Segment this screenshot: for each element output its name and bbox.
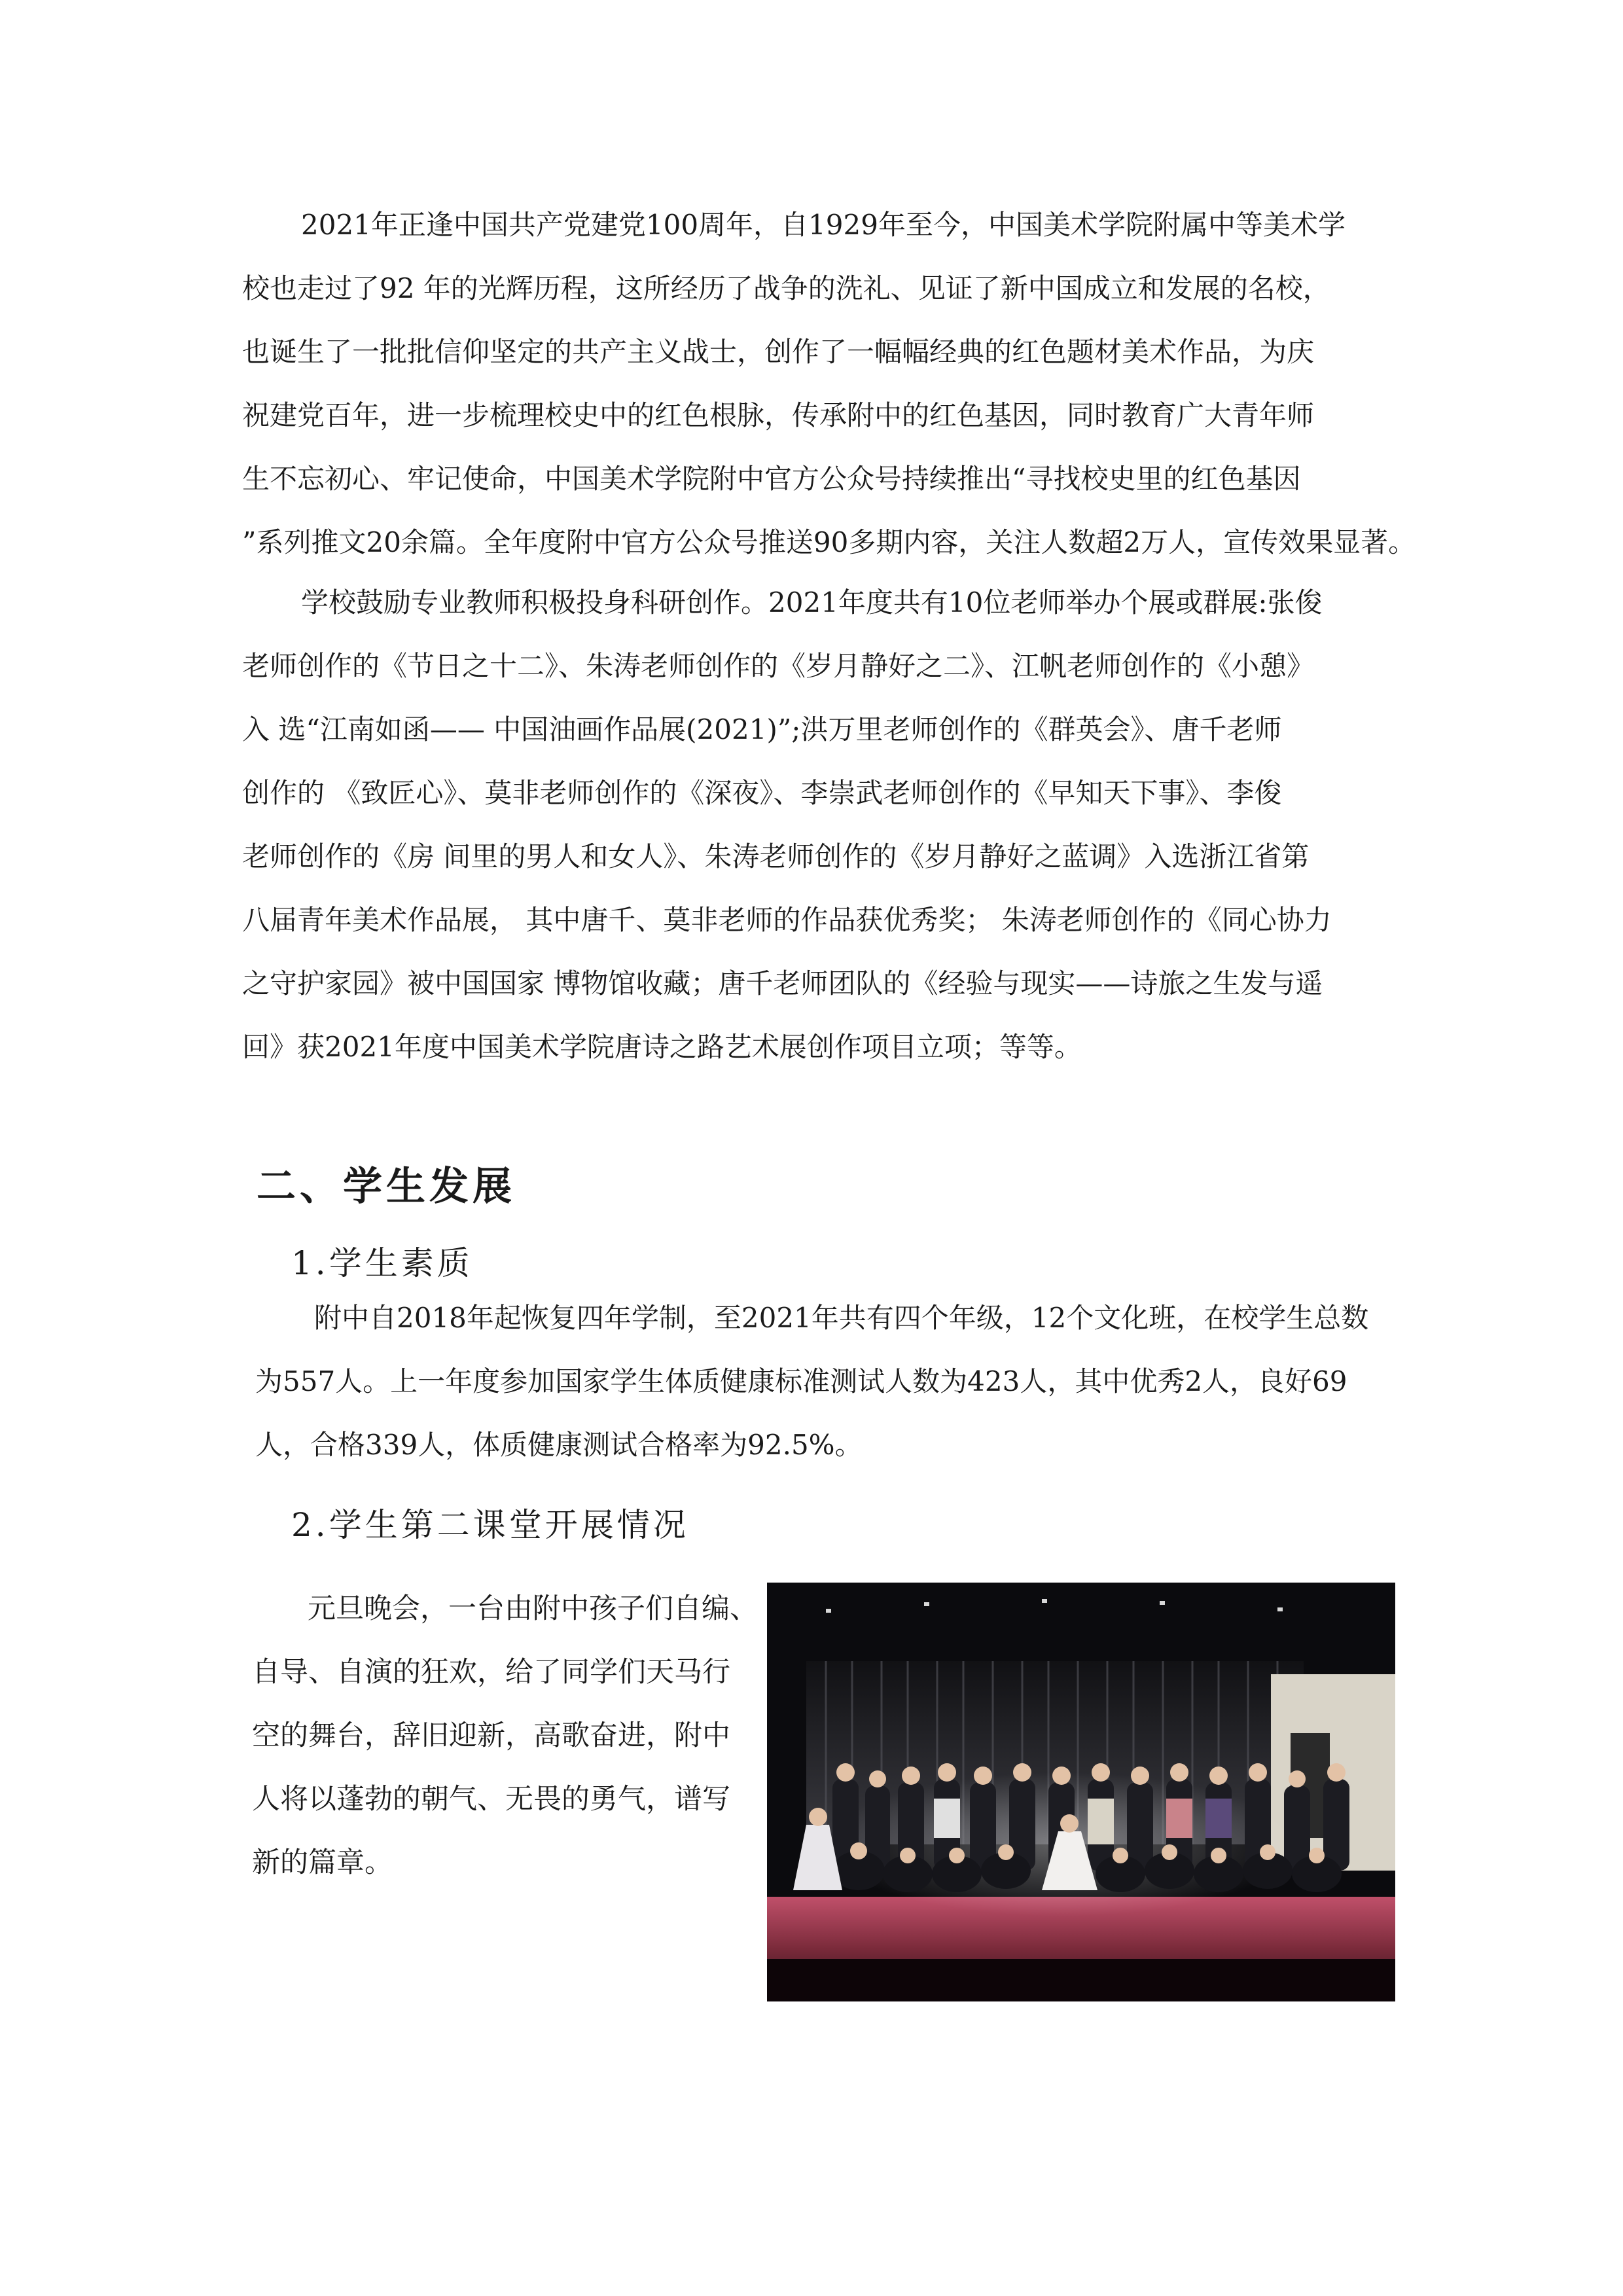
paragraph-party-centenary (242, 193, 1416, 574)
text-line: 自导、自演的狂欢，给了同学们天马行 (252, 1656, 730, 1689)
new-year-gala-photo (767, 1583, 1395, 2001)
text-line: 创作的 《致匠心》、莫非老师创作的《深夜》、李崇武老师创作的《早知天下事》、李俊 (242, 777, 1282, 809)
text-line: 元旦晚会，一台由附中孩子们自编、 (308, 1592, 758, 1625)
text-line: 学校鼓励专业教师积极投身科研创作。2021年度共有10位老师举办个展或群展:张俊 (301, 586, 1323, 619)
subsection-heading-student-quality: 1.学生素质 (291, 1244, 473, 1282)
text-line: 老师创作的《节日之十二》、朱涛老师创作的《岁月静好之二》、江帆老师创作的《小憩》 (242, 650, 1315, 682)
text-line: 附中自2018年起恢复四年学制，至2021年共有四个年级，12个文化班，在校学生总数 (314, 1302, 1369, 1334)
paragraph-teacher-research (242, 571, 1400, 1079)
text-line: 校也走过了92 年的光辉历程，这所经历了战争的洗礼、见证了新中国成立和发展的名校， (242, 272, 1330, 304)
text-line: 空的舞台，辞旧迎新，高歌奋进，附中 (252, 1719, 730, 1752)
section-heading-student-development: 二、学生发展 (257, 1164, 516, 1210)
text-line: 祝建党百年，进一步梳理校史中的红色根脉，传承附中的红色基因，同时教育广大青年师 (242, 399, 1315, 431)
subsection-heading-second-classroom: 2.学生第二课堂开展情况 (291, 1506, 689, 1544)
text-line: 人，合格339人，体质健康测试合格率为92.5%。 (255, 1429, 863, 1461)
text-line: 八届青年美术作品展， 其中唐千、莫非老师的作品获优秀奖； 朱涛老师创作的《同心协力 (242, 904, 1332, 936)
paragraph-new-year-gala (252, 1577, 762, 1895)
text-line: 也诞生了一批批信仰坚定的共产主义战士，创作了一幅幅经典的红色题材美术作品，为庆 (242, 336, 1315, 368)
stage-photo-illustration (767, 1583, 1395, 2001)
text-line: 回》获2021年度中国美术学院唐诗之路艺术展创作项目立项；等等。 (242, 1031, 1082, 1063)
text-line: 入 选“江南如函—— 中国油画作品展(2021)”;洪万里老师创作的《群英会》、唐千老师 (242, 713, 1282, 745)
text-line: 2021年正逢中国共产党建党100周年，自1929年至今，中国美术学院附属中等美术学 (301, 209, 1346, 241)
text-line: 为557人。上一年度参加国家学生体质健康标准测试人数为423人，其中优秀2人，良好69 (255, 1365, 1347, 1397)
text-line: ”系列推文20余篇。全年度附中官方公众号推送90多期内容，关注人数超2万人，宣传效果显著。 (242, 526, 1416, 558)
paragraph-student-quality (255, 1286, 1397, 1477)
text-line: 新的篇章。 (252, 1846, 393, 1879)
text-line: 老师创作的《房 间里的男人和女人》、朱涛老师创作的《岁月静好之蓝调》入选浙江省第 (242, 840, 1310, 872)
text-line: 生不忘初心、牢记使命，中国美术学院附中官方公众号持续推出“寻找校史里的红色基因 (242, 463, 1301, 495)
text-line: 之守护家园》被中国国家 博物馆收藏；唐千老师团队的《经验与现实——诗旅之生发与遥 (242, 967, 1323, 999)
text-line: 人将以蓬勃的朝气、无畏的勇气，谱写 (252, 1783, 730, 1816)
